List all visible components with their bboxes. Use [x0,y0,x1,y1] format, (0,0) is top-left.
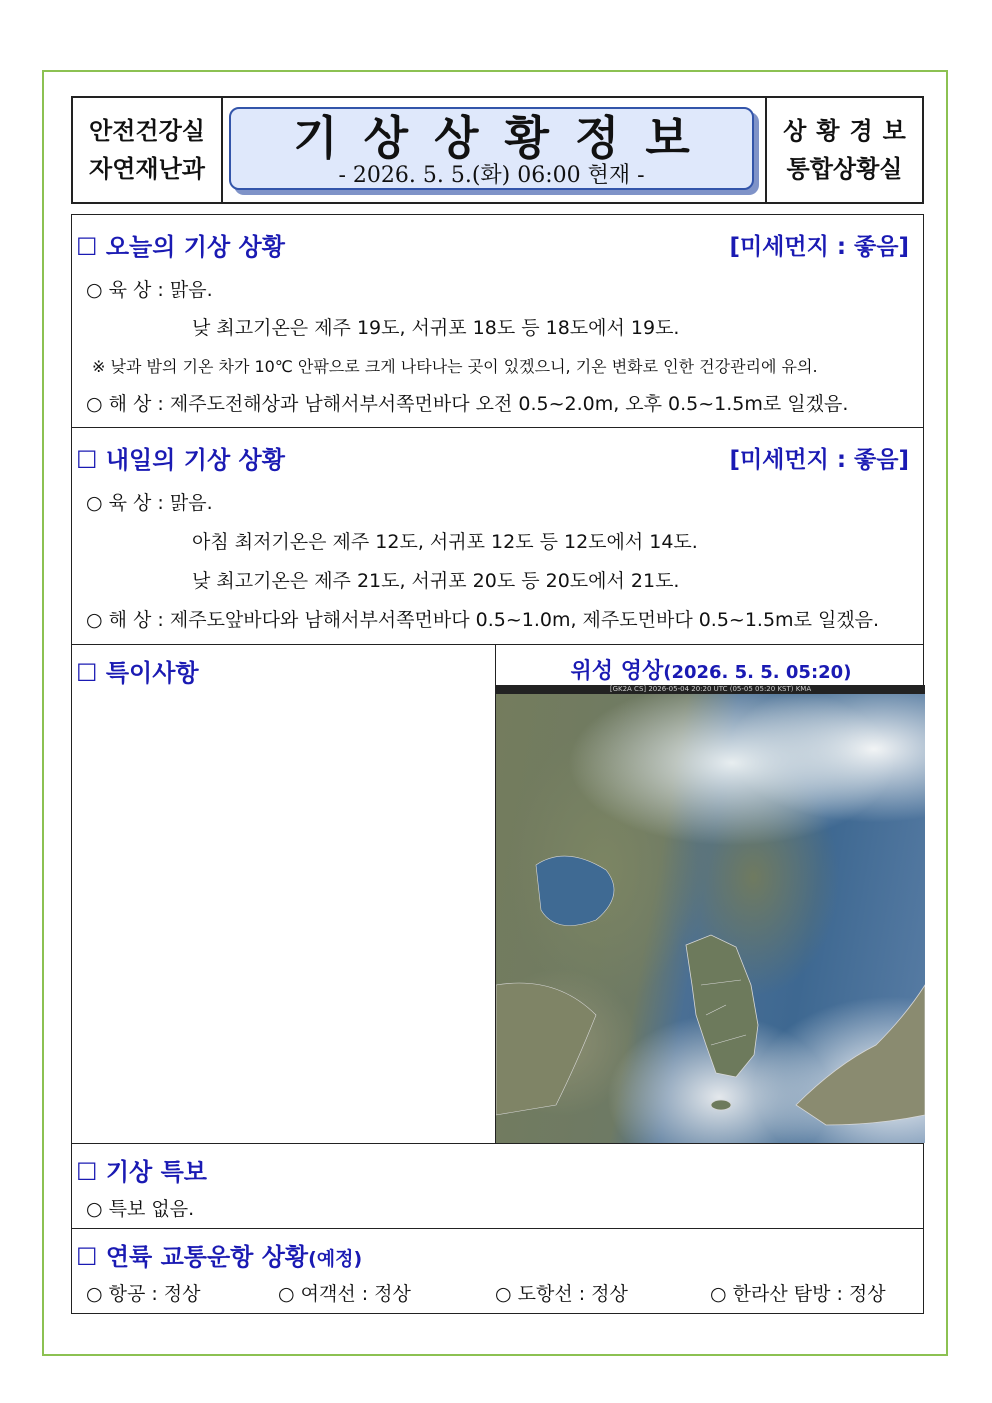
office-line1: 상황경보 [783,117,916,145]
traffic-heading-text: 연륙 교통운항 상황 [105,1243,309,1271]
tomorrow-heading-text: 내일의 기상 상황 [105,446,285,474]
china-coast [496,983,596,1115]
document-header [71,96,924,204]
tomorrow-land-min: 아침 최저기온은 제주 12도, 서귀포 12도 등 12도에서 14도. [192,531,698,553]
bohai-sea [536,856,614,926]
tomorrow-land-max: 낮 최고기온은 제주 21도, 서귀포 20도 등 20도에서 21도. [192,570,680,592]
traffic-section [71,1228,924,1314]
tomorrow-dust: [미세먼지 : 좋음] [729,447,909,473]
tomorrow-land [86,488,213,515]
korean-peninsula [686,935,758,1077]
checkbox-icon: ☐ [76,659,98,687]
checkbox-icon: ☐ [76,1243,98,1271]
coastline-map [496,685,925,1143]
today-land-label: ○ 육 상 : [86,279,164,301]
checkbox-icon: ☐ [76,233,98,261]
warning-heading [76,1152,207,1187]
traffic-ferry: ○ 여객선 : 정상 [278,1283,411,1305]
office-block [765,98,922,202]
title-box [229,107,754,190]
traffic-hallasan: ○ 한라산 탐방 : 정상 [710,1283,886,1305]
traffic-air: ○ 항공 : 정상 [86,1283,201,1305]
jeju-island [711,1100,731,1110]
satellite-title-text: 위성 영상 [570,659,664,684]
today-heading [76,227,285,262]
warning-section [71,1143,924,1229]
tomorrow-land-text: 맑음. [169,492,213,514]
tomorrow-sea-text: 제주도앞바다와 남해서부서쪽먼바다 0.5~1.0m, 제주도먼바다 0.5~1.5m로 일겠음. [169,609,880,631]
office-line2: 통합상황실 [786,155,903,183]
special-heading [76,653,199,688]
today-dust: [미세먼지 : 좋음] [729,234,909,260]
department-line1: 안전건강실 [89,117,205,145]
today-sea [86,389,848,416]
checkbox-icon: ☐ [76,1158,98,1186]
document-date: - 2026. 5. 5.(화) 06:00 현재 - [338,163,645,188]
traffic-island-ferry: ○ 도항선 : 정상 [495,1283,628,1305]
department-block [73,98,223,202]
tomorrow-land-label: ○ 육 상 : [86,492,164,514]
document-title: 기상상황정보 [293,111,716,165]
today-sea-text: 제주도전해상과 남해서부서쪽먼바다 오전 0.5~2.0m, 오후 0.5~1.5m로 일겠음. [169,393,849,415]
today-sea-label: ○ 해 상 : [86,393,164,415]
warning-text: ○ 특보 없음. [86,1198,195,1220]
satellite-date: (2026. 5. 5. 05:20) [663,662,852,683]
today-land [86,275,213,302]
special-heading-text: 특이사항 [105,659,199,687]
today-note: ※ 낮과 밤의 기온 차가 10℃ 안팎으로 크게 나타나는 곳이 있겠으니, 기온 변화로 인한 건강관리에 유의. [92,357,818,376]
special-section [71,644,924,1144]
today-section [71,214,924,428]
tomorrow-sea-label: ○ 해 상 : [86,609,164,631]
warning-heading-text: 기상 특보 [105,1158,207,1186]
today-heading-text: 오늘의 기상 상황 [105,233,285,261]
today-land-temp: 낮 최고기온은 제주 19도, 서귀포 18도 등 18도에서 19도. [192,317,680,339]
traffic-heading-suffix: (예정) [308,1248,363,1270]
satellite-caption: [GK2A CS] 2026-05-04 20:20 UTC (05-05 05:20 KST) KMA [496,685,925,694]
tomorrow-sea [86,605,879,632]
traffic-heading [76,1237,362,1272]
satellite-title [497,654,925,685]
tomorrow-heading [76,440,285,475]
today-land-text: 맑음. [169,279,213,301]
checkbox-icon: ☐ [76,446,98,474]
department-line2: 자연재난과 [89,155,205,183]
tomorrow-section [71,427,924,645]
satellite-image [496,685,925,1143]
japan-island [796,985,925,1125]
